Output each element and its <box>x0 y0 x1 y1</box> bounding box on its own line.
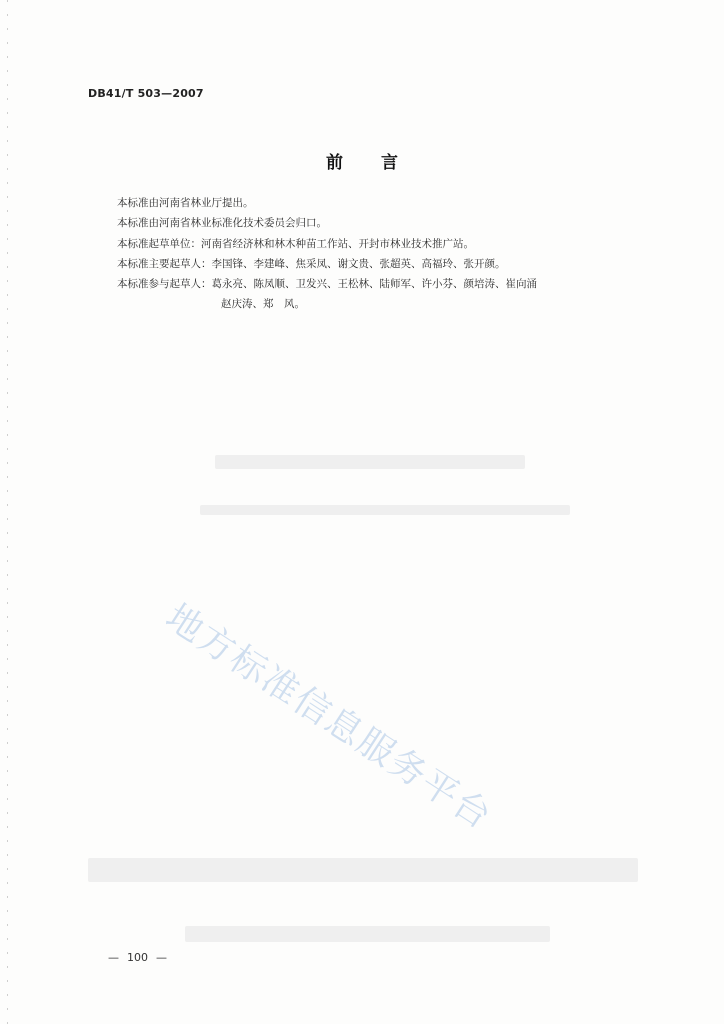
foreword-line: 本标准由河南省林业厅提出。 <box>117 197 254 209</box>
foreword-line: 本标准起草单位：河南省经济林和林木种苗工作站、开封市林业技术推广站。 <box>117 237 474 250</box>
foreword-line: 本标准参与起草人：葛永亮、陈凤顺、卫发兴、王松林、陆师军、许小芬、颜培涛、崔向涌 <box>117 278 537 291</box>
foreword-line: 本标准由河南省林业标准化技术委员会归口。 <box>117 217 327 230</box>
watermark: 地方标准信息服务平台 <box>158 596 500 839</box>
document-code: DB41/T 503—2007 <box>88 87 204 100</box>
dash-left: — <box>108 951 119 964</box>
page-number <box>100 951 175 964</box>
foreword-line: 本标准主要起草人：李国锋、李建峰、焦采凤、谢文贵、张超英、高福玲、张开颜。 <box>117 257 506 270</box>
foreword-line-continuation: 赵庆涛、郑 风。 <box>221 298 305 311</box>
heading-char: 言 <box>381 153 398 173</box>
heading-char: 前 <box>326 153 343 173</box>
bleed-through-band <box>88 858 638 882</box>
bleed-through-band <box>200 505 570 515</box>
foreword-body <box>117 193 617 315</box>
bleed-through-band <box>215 455 525 469</box>
page-number-value: 100 <box>127 951 148 964</box>
bleed-through-band <box>185 926 550 942</box>
section-heading <box>0 148 724 173</box>
dash-right: — <box>156 951 167 964</box>
